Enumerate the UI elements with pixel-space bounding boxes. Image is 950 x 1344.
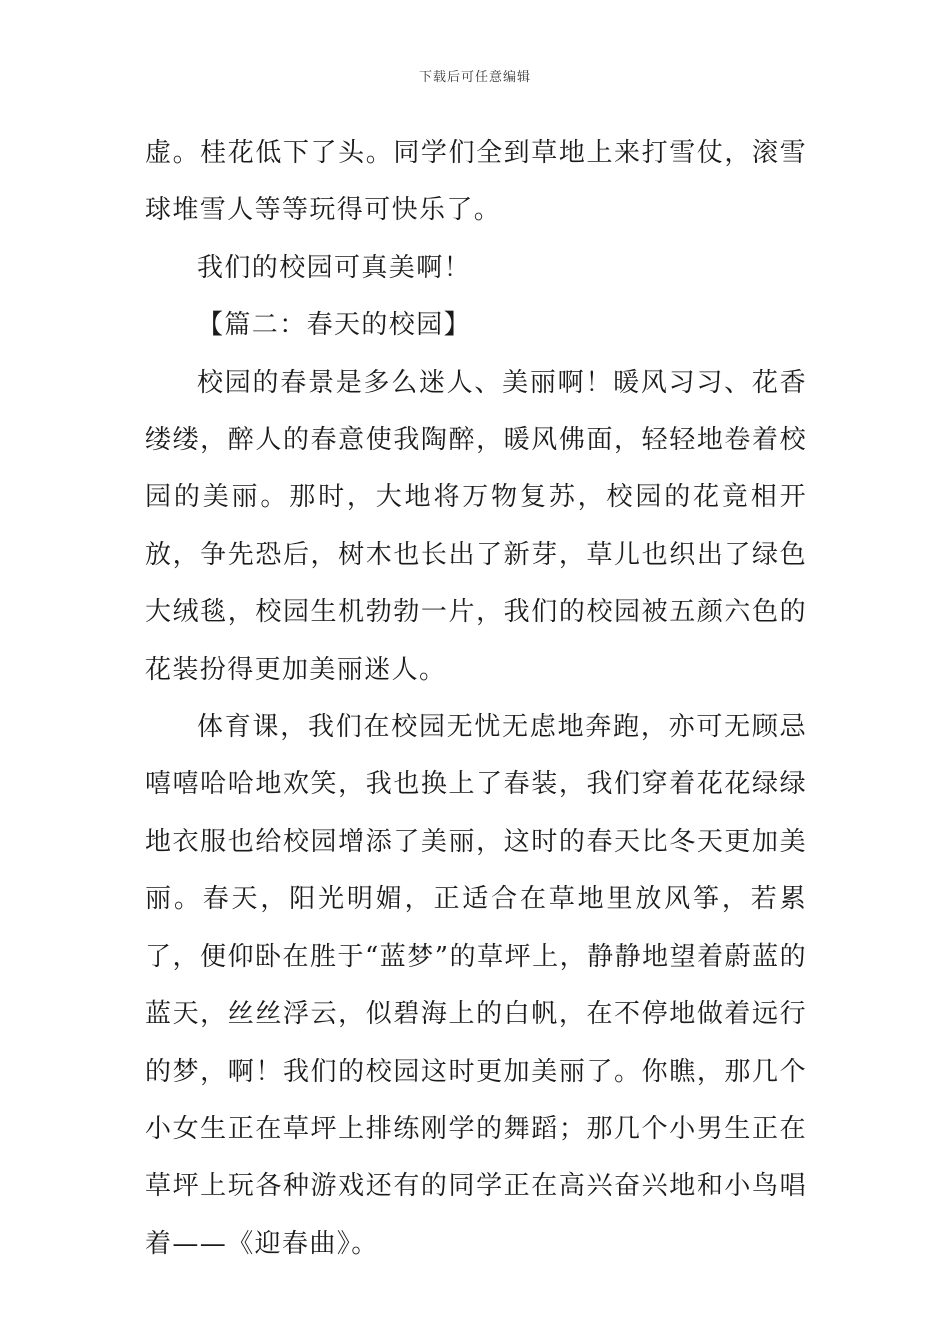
- paragraph: 体育课，我们在校园无忧无虑地奔跑，亦可无顾忌嘻嘻哈哈地欢笑，我也换上了春装，我们穿着花花绿绿地衣服也给校园增添了美丽，这时的春天比冬天更加美丽。春天，阳光明媚，正适合在草地里放风筝，若累了，便仰卧在胜于“蓝梦”的草坪上，静静地望着蔚蓝的蓝天，丝丝浮云，似碧海上的白帆，在不停地做着远行的梦，啊！我们的校园这时更加美丽了。你瞧，那几个小女生正在草坪上排练刚学的舞蹈；那几个小男生正在草坪上玩各种游戏还有的同学正在高兴奋兴地和小鸟唱着——《迎春曲》。: [145, 712, 807, 1259]
- paragraph: 虚。桂花低下了头。同学们全到草地上来打雪仗，滚雪球堆雪人等等玩得可快乐了。: [145, 138, 807, 226]
- document-body: [145, 125, 807, 1273]
- page-header: 下载后可任意编辑: [418, 70, 531, 85]
- paragraph: 校园的春景是多么迷人、美丽啊！暖风习习、花香缕缕，醉人的春意使我陶醉，暖风佛面，轻轻地卷着校园的美丽。那时，大地将万物复苏，校园的花竟相开放，争先恐后，树木也长出了新芽，草儿也织出了绿色大绒毯，校园生机勃勃一片，我们的校园被五颜六色的花装扮得更加美丽迷人。: [145, 367, 807, 685]
- section-title: 【篇二：春天的校园】: [197, 310, 472, 341]
- paragraph: 我们的校园可真美啊！: [197, 252, 472, 283]
